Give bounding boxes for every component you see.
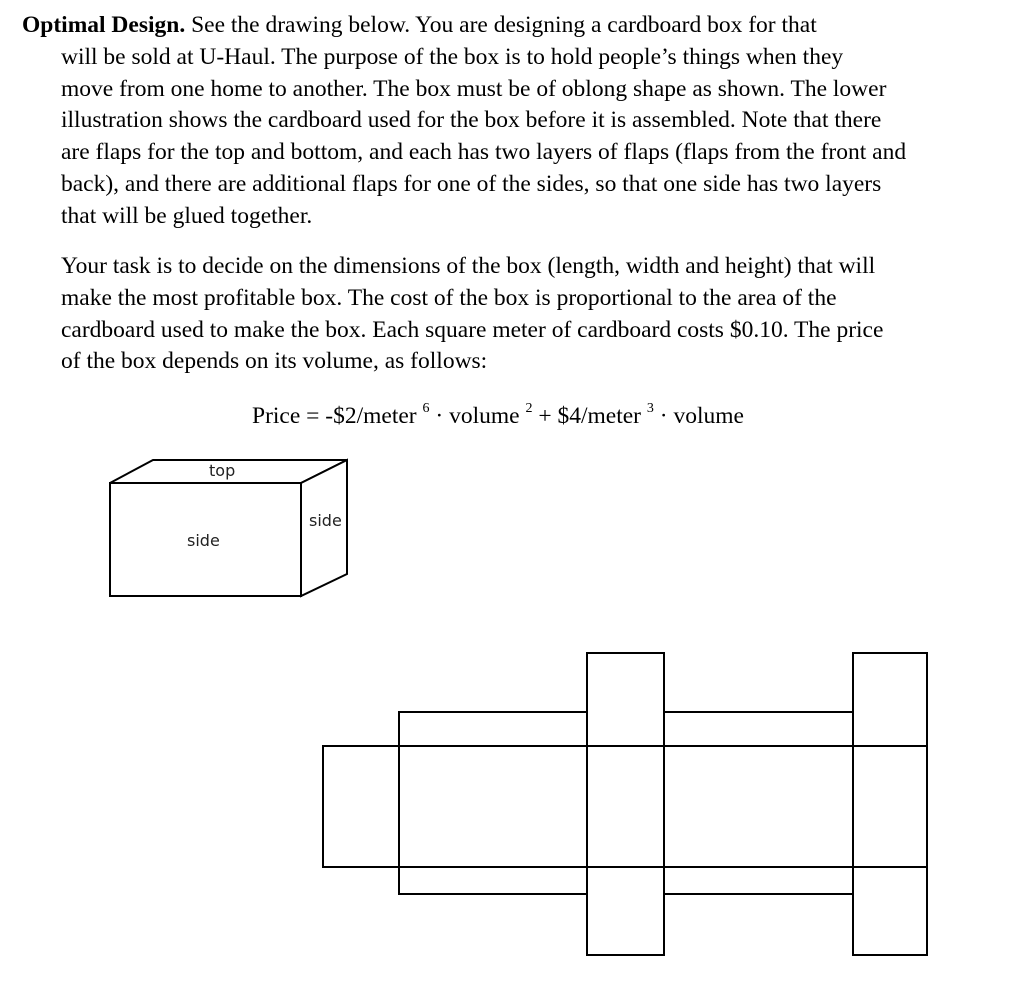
box-top-label: top — [209, 461, 236, 480]
net-back-panel — [664, 746, 853, 867]
net-top-flap-front — [399, 712, 587, 746]
intro-line-4: illustration shows the cardboard used for the box before it is assembled. Note that there — [61, 107, 882, 134]
net-top-flap-back — [664, 712, 853, 746]
intro-line-1: Optimal Design. See the drawing below. You are designing a cardboard box for that — [22, 12, 817, 38]
box-front-label: side — [187, 531, 220, 550]
net-left-side-flap — [323, 746, 399, 867]
net-bottom-flap-front — [399, 867, 587, 894]
intro-line-7: that will be glued together. — [61, 202, 313, 229]
problem-heading: Optimal Design. — [22, 12, 186, 38]
task-line-4: of the box depends on its volume, as follows: — [61, 348, 488, 375]
price-formula: Price = -$2/meter $^6$ · volume $^2$ + $4/meter $^3$ · volume — [252, 401, 744, 429]
intro-line-3: move from one home to another. The box must be of oblong shape as shown. The lower — [61, 75, 887, 102]
task-line-1: Your task is to decide on the dimensions of the box (length, width and height) that will — [61, 253, 876, 279]
net-front-panel — [399, 746, 587, 867]
box-side-label: side — [309, 511, 342, 530]
intro-line-2: will be sold at U-Haul. The purpose of the box is to hold people’s things when they — [61, 43, 844, 70]
net-side-panel-1 — [587, 653, 664, 955]
net-bottom-flap-back — [664, 867, 853, 894]
net-side-panel-2 — [853, 653, 927, 955]
unfolded-cardboard-net — [323, 653, 927, 955]
task-line-2: make the most profitable box. The cost of the box is proportional to the area of the — [61, 284, 837, 311]
intro-line-5: are flaps for the top and bottom, and each has two layers of flaps (flaps from the front and — [61, 139, 907, 166]
task-line-3: cardboard used to make the box. Each square meter of cardboard costs $0.10. The price — [61, 316, 884, 343]
intro-line-6: back), and there are additional flaps for one of the sides, so that one side has two layers — [61, 170, 882, 197]
